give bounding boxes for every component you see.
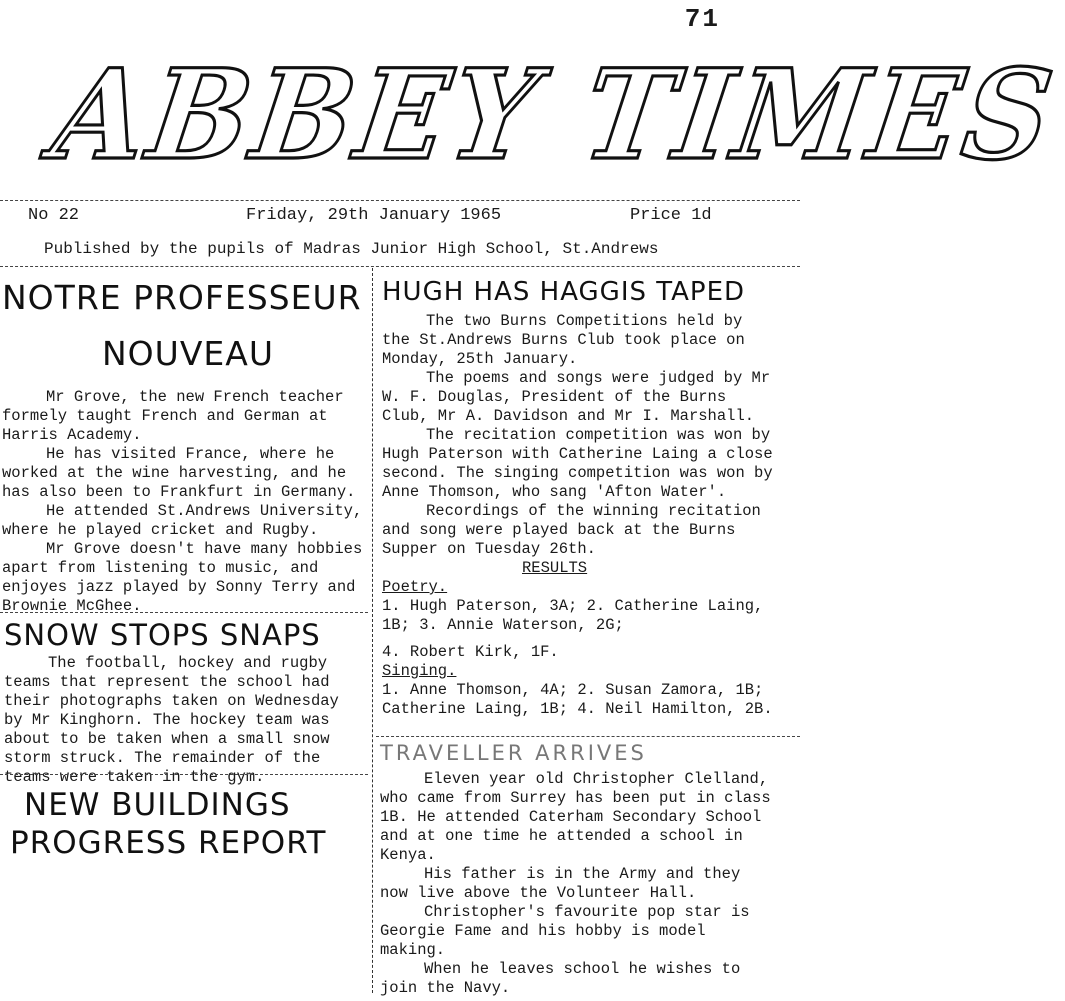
poetry-label: Poetry.: [382, 578, 448, 596]
results-heading: RESULTS: [522, 559, 588, 577]
issue-number: No 22: [28, 206, 80, 225]
headline-buildings-1: NEW BUILDINGS: [24, 787, 291, 823]
rule-snow: [0, 612, 368, 613]
top-rule: [0, 200, 800, 201]
paragraph: His father is in the Army and they now live above the Volunteer Hall.: [380, 865, 741, 902]
paragraph: The recitation competition was won by Hugh Paterson with Catherine Laing a close second. The singing competition was won by Anne Thomson, who sang 'Afton Water'.: [382, 426, 773, 501]
paragraph: The football, hockey and rugby teams that represent the school had their photographs taken on Wednesday by Mr Kinghorn. The hockey team was about to be taken when a small snow storm struck. The remainder of the teams were taken in the gym.: [4, 654, 339, 786]
article-snow: [4, 618, 366, 787]
headline-snow: SNOW STOPS SNAPS: [4, 618, 321, 652]
paragraph: The poems and songs were judged by Mr W. F. Douglas, President of the Burns Club, Mr A. Davidson and Mr I. Marshall.: [382, 369, 771, 425]
headline-professeur-2: NOUVEAU: [102, 334, 274, 373]
article-burns: [382, 276, 774, 719]
headline-professeur-1: NOTRE PROFESSEUR: [2, 278, 362, 317]
headline-burns: HUGH HAS HAGGIS TAPED: [382, 277, 746, 307]
headline-traveller: TRAVELLER ARRIVES: [380, 741, 647, 765]
paragraph: When he leaves school he wishes to join the Navy.: [380, 960, 741, 997]
header-rule: [0, 266, 800, 267]
masthead-title: ABBEY TIMES: [44, 41, 1065, 188]
issue-date: Friday, 29th January 1965: [246, 206, 502, 225]
article-buildings: [10, 786, 368, 862]
poetry-result-4: 4. Robert Kirk, 1F.: [382, 643, 559, 661]
paragraph: The two Burns Competitions held by the St.Andrews Burns Club took place on Monday, 25th January.: [382, 312, 745, 368]
rule-buildings: [0, 774, 368, 775]
paragraph: Mr Grove, the new French teacher formely taught French and German at Harris Academy.: [2, 388, 344, 444]
publisher-line: Published by the pupils of Madras Junior High School, St.Andrews: [44, 240, 659, 258]
page-number: 71: [684, 4, 720, 34]
paragraph: He attended St.Andrews University, where he played cricket and Rugby.: [2, 502, 363, 539]
poetry-results: 1. Hugh Paterson, 3A; 2. Catherine Laing, 1B; 3. Annie Waterson, 2G;: [382, 597, 764, 634]
article-professeur: [2, 278, 368, 616]
article-traveller: [380, 740, 772, 998]
headline-buildings-2: PROGRESS REPORT: [10, 825, 327, 861]
column-divider: [372, 268, 373, 993]
issue-price: Price 1d: [630, 206, 712, 225]
paragraph: Christopher's favourite pop star is Georgie Fame and his hobby is model making.: [380, 903, 750, 959]
singing-label: Singing.: [382, 662, 457, 680]
rule-traveller: [376, 736, 800, 737]
paragraph: He has visited France, where he worked at the wine harvesting, and he has also been to Frankfurt in Germany.: [2, 445, 356, 501]
paragraph: Recordings of the winning recitation and song were played back at the Burns Supper on Tuesday 26th.: [382, 502, 761, 558]
paragraph: Eleven year old Christopher Clelland, who came from Surrey has been put in class 1B. He attended Caterham Secondary School and at one time he attended a school in Kenya.: [380, 770, 771, 864]
paragraph: Mr Grove doesn't have many hobbies apart from listening to music, and enjoyes jazz played by Sonny Terry and Brownie McGhee.: [2, 540, 363, 615]
singing-results: 1. Anne Thomson, 4A; 2. Susan Zamora, 1B; Catherine Laing, 1B; 4. Neil Hamilton, 2B.: [382, 681, 773, 718]
